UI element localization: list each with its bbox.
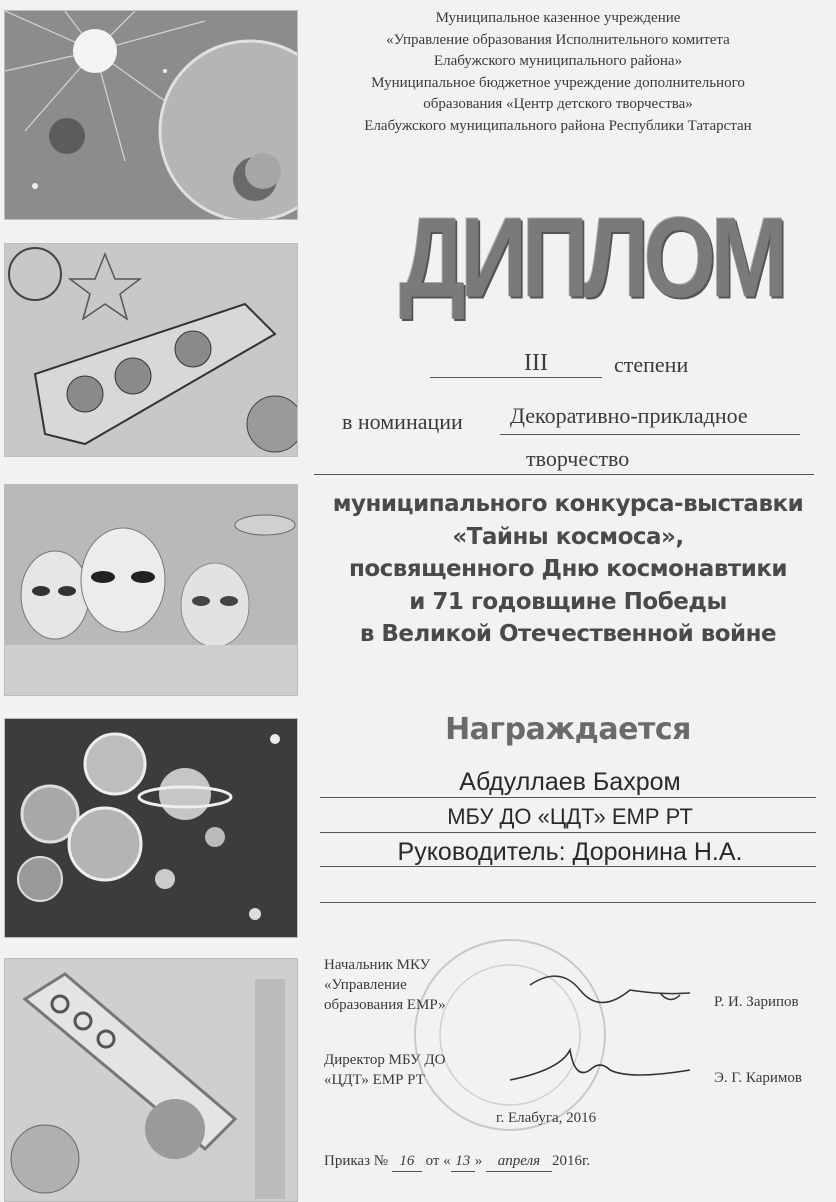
mosaic-drawing: [5, 959, 297, 1201]
signer-2-title-line: Директор МБУ ДО: [324, 1052, 446, 1068]
degree-value: III: [524, 350, 548, 376]
header-line: Муниципальное бюджетное учреждение дополнительного: [371, 74, 745, 91]
place-date: г. Елабуга, 2016: [496, 1110, 597, 1126]
order-month: апреля: [486, 1151, 552, 1172]
certificate-content: [300, 0, 836, 1200]
rocket-drawing: [5, 244, 297, 456]
nomination-value-2: творчество: [526, 446, 630, 471]
signature-2: [500, 1040, 700, 1090]
signer-1-title-line: «Управление: [324, 977, 407, 993]
recipient-underline: [320, 797, 816, 798]
order-number: 16: [392, 1151, 422, 1172]
contest-line: в Великой Отечественной войне: [359, 621, 777, 647]
order-prefix: Приказ №: [324, 1153, 389, 1169]
signature-1: [520, 965, 700, 1015]
signer-1-title: [324, 955, 446, 1015]
signer-2-title: [324, 1050, 445, 1090]
recipient-name: Абдуллаев Бахром: [459, 768, 681, 796]
nomination-value-1: Декоративно-прикладное: [510, 403, 748, 428]
awarded-label: Награждается: [445, 712, 691, 747]
nomination-prefix: в номинации: [342, 409, 463, 434]
supervisor-underline: [320, 866, 816, 867]
order-day: 13: [451, 1151, 475, 1172]
header-line: «Управление образования Исполнительного комитета: [386, 31, 730, 48]
nomination-underline: [500, 434, 800, 435]
degree-label: степени: [614, 352, 689, 377]
signer-1-title-line: образования ЕМР»: [324, 997, 446, 1013]
header-line: Елабужского муниципального района Республики Татарстан: [364, 117, 752, 134]
signer-2-title-line: «ЦДТ» ЕМР РТ: [324, 1072, 425, 1088]
org-underline: [320, 832, 816, 833]
space-drawing: [5, 11, 297, 219]
diploma-title: ДИПЛОМ: [399, 193, 783, 321]
header-line: Муниципальное казенное учреждение: [435, 10, 681, 26]
signer-2-name: Э. Г. Каримов: [714, 1070, 802, 1086]
order-line: [324, 1151, 590, 1172]
artwork-mosaic-rocket: [4, 958, 298, 1202]
contest-description: [300, 488, 836, 651]
aliens-drawing: [5, 485, 297, 695]
order-year: 2016г.: [551, 1153, 591, 1169]
signer-1-title-line: Начальник МКУ: [324, 957, 431, 973]
nomination-underline-2: [314, 474, 814, 475]
header-line: Елабужского муниципального района»: [433, 53, 683, 69]
contest-line: «Тайны космоса»,: [452, 523, 684, 550]
contest-line: и 71 годовщине Победы: [409, 588, 727, 615]
order-from: от «: [425, 1153, 451, 1169]
artwork-space-planets: [4, 10, 298, 220]
recipient-org: МБУ ДО «ЦДТ» ЕМР РТ: [447, 804, 693, 829]
supervisor: Руководитель: Доронина Н.А.: [397, 838, 743, 866]
issuer-header: [310, 8, 806, 137]
artwork-aliens: [4, 484, 298, 696]
artwork-planets-dark: [4, 718, 298, 938]
contest-line: муниципального конкурса-выставки: [332, 491, 804, 517]
blank-underline: [320, 902, 816, 903]
order-close: »: [474, 1153, 483, 1169]
artwork-rocket: [4, 243, 298, 457]
contest-line: посвященного Дню космонавтики: [348, 556, 788, 582]
signer-1-name: Р. И. Зарипов: [714, 994, 799, 1010]
degree-underline: [430, 377, 602, 378]
header-line: образования «Центр детского творчества»: [423, 96, 693, 112]
planets-drawing: [5, 719, 297, 937]
